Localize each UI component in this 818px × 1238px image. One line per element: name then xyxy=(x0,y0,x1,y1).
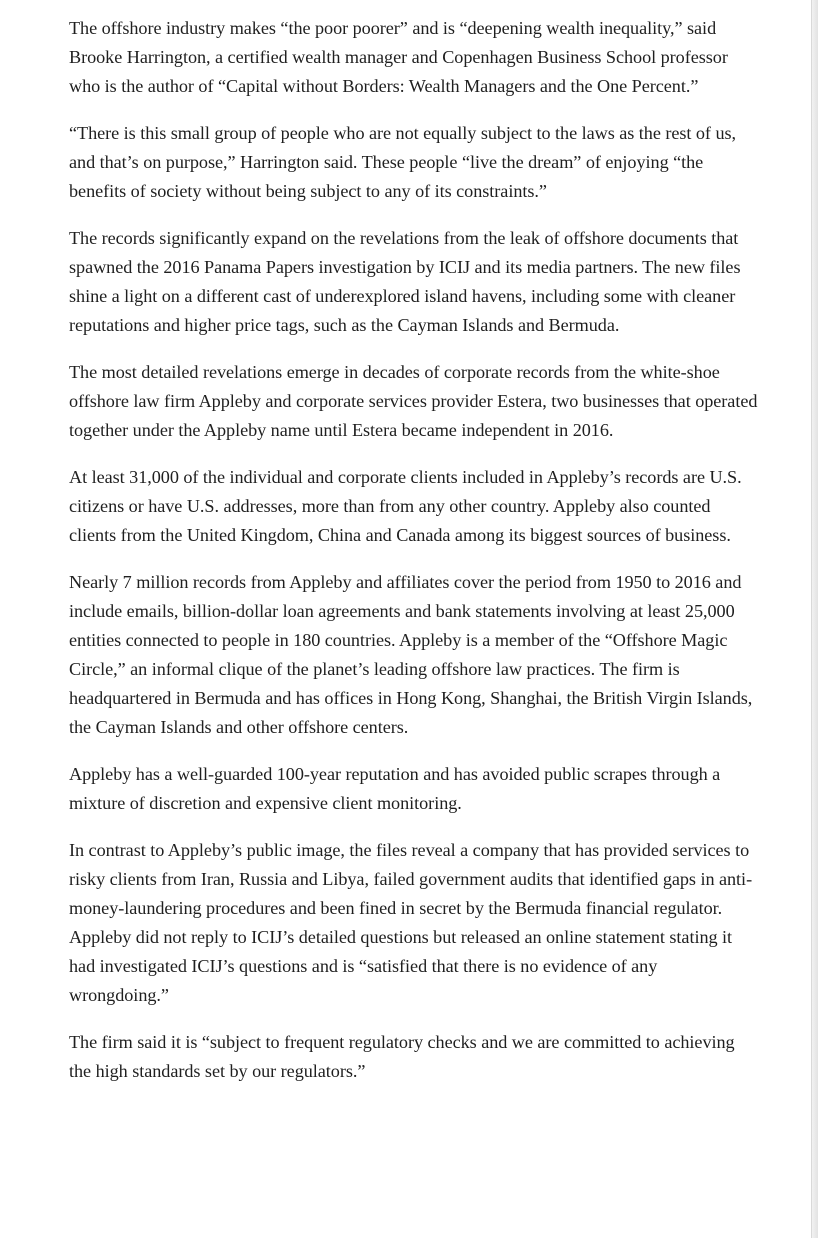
article-body xyxy=(69,14,759,1104)
article-paragraph: The records significantly expand on the revelations from the leak of offshore documents that spawned the 2016 Panama Papers investigation by ICIJ and its media partners. The new files shine a light on a different cast of underexplored island havens, including some with cleaner reputations and higher price tags, such as the Cayman Islands and Bermuda. xyxy=(69,228,741,335)
article-paragraph: The firm said it is “subject to frequent regulatory checks and we are committed to achieving the high standards set by our regulators.” xyxy=(69,1032,735,1081)
article-paragraph: In contrast to Appleby’s public image, the files reveal a company that has provided services to risky clients from Iran, Russia and Libya, failed government audits that identified gaps in anti-money-laundering procedures and been fined in secret by the Bermuda financial regulator. Appleby did not reply to ICIJ’s detailed questions but released an online statement stating it had investigated ICIJ’s questions and is “satisfied that there is no evidence of any wrongdoing.” xyxy=(69,840,753,1005)
article-paragraph: The most detailed revelations emerge in decades of corporate records from the white-shoe offshore law firm Appleby and corporate services provider Estera, two businesses that operated together under the Appleby name until Estera became independent in 2016. xyxy=(69,362,758,440)
scrollbar-track[interactable] xyxy=(811,0,818,1238)
article-paragraph: At least 31,000 of the individual and corporate clients included in Appleby’s records are U.S. citizens or have U.S. addresses, more than from any other country. Appleby also counted clients from the United Kingdom, China and Canada among its biggest sources of business. xyxy=(69,467,742,545)
article-paragraph: Appleby has a well-guarded 100-year reputation and has avoided public scrapes through a mixture of discretion and expensive client monitoring. xyxy=(69,764,721,813)
article-paragraph: The offshore industry makes “the poor poorer” and is “deepening wealth inequality,” said Brooke Harrington, a certified wealth manager and Copenhagen Business School professor who is the author of “Capital without Borders: Wealth Managers and the One Percent.” xyxy=(69,18,728,96)
article-paragraph: “There is this small group of people who are not equally subject to the laws as the rest of us, and that’s on purpose,” Harrington said. These people “live the dream” of enjoying “the benefits of society without being subject to any of its constraints.” xyxy=(69,123,737,201)
article-paragraph: Nearly 7 million records from Appleby and affiliates cover the period from 1950 to 2016 and include emails, billion-dollar loan agreements and bank statements involving at least 25,000 entities connected to people in 180 countries. Appleby is a member of the “Offshore Magic Circle,” an informal clique of the planet’s leading offshore law practices. The firm is headquartered in Bermuda and has offices in Hong Kong, Shanghai, the British Virgin Islands, the Cayman Islands and other offshore centers. xyxy=(69,572,753,737)
